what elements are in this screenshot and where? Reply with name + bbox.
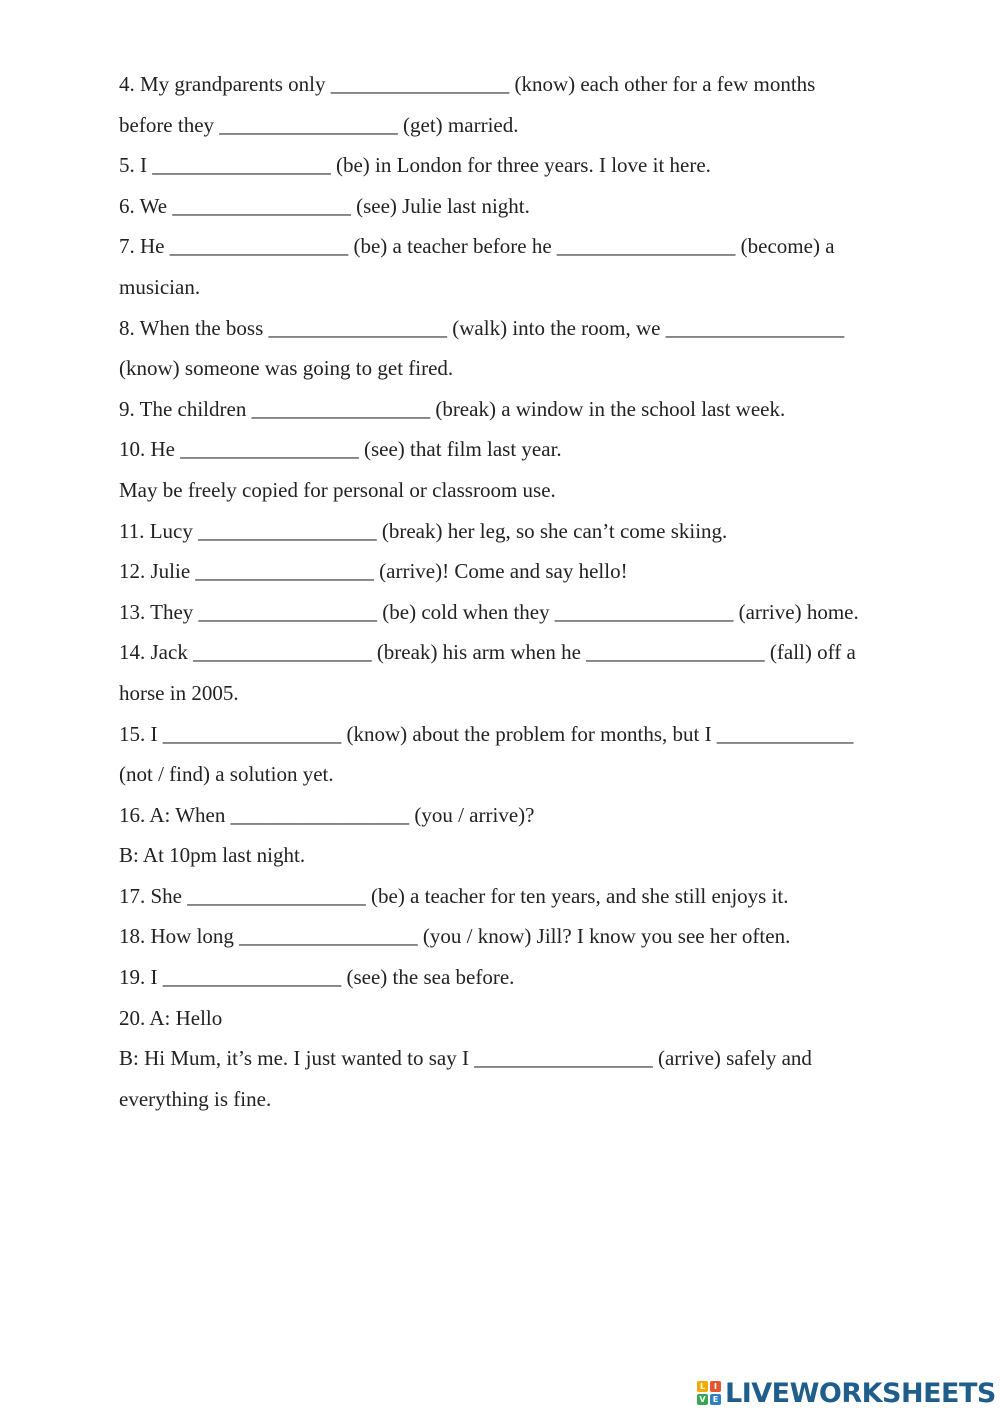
worksheet-line-19: 19. I _________________ (see) the sea before. (119, 965, 515, 990)
worksheet-line-11: 11. Lucy _________________ (break) her leg, so she can’t come skiing. (119, 518, 728, 543)
worksheet-line-5: 5. I _________________ (be) in London for three years. I love it here. (119, 153, 711, 178)
worksheet-line-7a: 7. He _________________ (be) a teacher before he _________________ (become) a (119, 234, 835, 259)
worksheet-line-8a: 8. When the boss _________________ (walk) into the room, we _________________ (119, 315, 845, 340)
worksheet-line-20c: everything is fine. (119, 1086, 272, 1111)
worksheet-line-15b: (not / find) a solution yet. (119, 762, 334, 787)
worksheet-line-9: 9. The children _________________ (break) a window in the school last week. (119, 396, 786, 421)
worksheet-line-16a: 16. A: When _________________ (you / arrive)? (119, 802, 535, 827)
worksheet-line-20a: 20. A: Hello (119, 1005, 223, 1030)
worksheet-line-17: 17. She _________________ (be) a teacher for ten years, and she still enjoys it. (119, 883, 789, 908)
logo-mark-letter: L (697, 1381, 708, 1392)
logo-mark-icon (697, 1381, 721, 1405)
logo-mark-letter: I (710, 1381, 721, 1392)
worksheet-line-6: 6. We _________________ (see) Julie last night. (119, 193, 530, 218)
worksheet-line-16b: B: At 10pm last night. (119, 843, 306, 868)
copyright-note: May be freely copied for personal or classroom use. (119, 477, 556, 502)
logo-text: LIVEWORKSHEETS (725, 1377, 996, 1409)
worksheet-line-14a: 14. Jack _________________ (break) his arm when he _________________ (fall) off a (119, 640, 856, 665)
liveworksheets-logo[interactable] (697, 1377, 996, 1409)
worksheet-body (119, 64, 960, 1119)
worksheet-line-18: 18. How long _________________ (you / know) Jill? I know you see her often. (119, 924, 791, 949)
worksheet-line-20b: B: Hi Mum, it’s me. I just wanted to say I _________________ (arrive) safely and (119, 1046, 812, 1071)
worksheet-line-13: 13. They _________________ (be) cold when they _________________ (arrive) home. (119, 599, 859, 624)
worksheet-line-15a: 15. I _________________ (know) about the problem for months, but I _____________ (119, 721, 854, 746)
worksheet-line-4a: 4. My grandparents only _________________ (know) each other for a few months (119, 72, 816, 96)
worksheet-line-14b: horse in 2005. (119, 680, 239, 705)
worksheet-line-12: 12. Julie _________________ (arrive)! Come and say hello! (119, 559, 628, 584)
worksheet-line-4b: before they _________________ (get) married. (119, 112, 519, 137)
logo-mark-letter: V (697, 1394, 708, 1405)
worksheet-line-10: 10. He _________________ (see) that film last year. (119, 437, 562, 462)
worksheet-line-7b: musician. (119, 274, 201, 299)
logo-mark-letter: E (710, 1394, 721, 1405)
worksheet-line-8b: (know) someone was going to get fired. (119, 356, 454, 381)
